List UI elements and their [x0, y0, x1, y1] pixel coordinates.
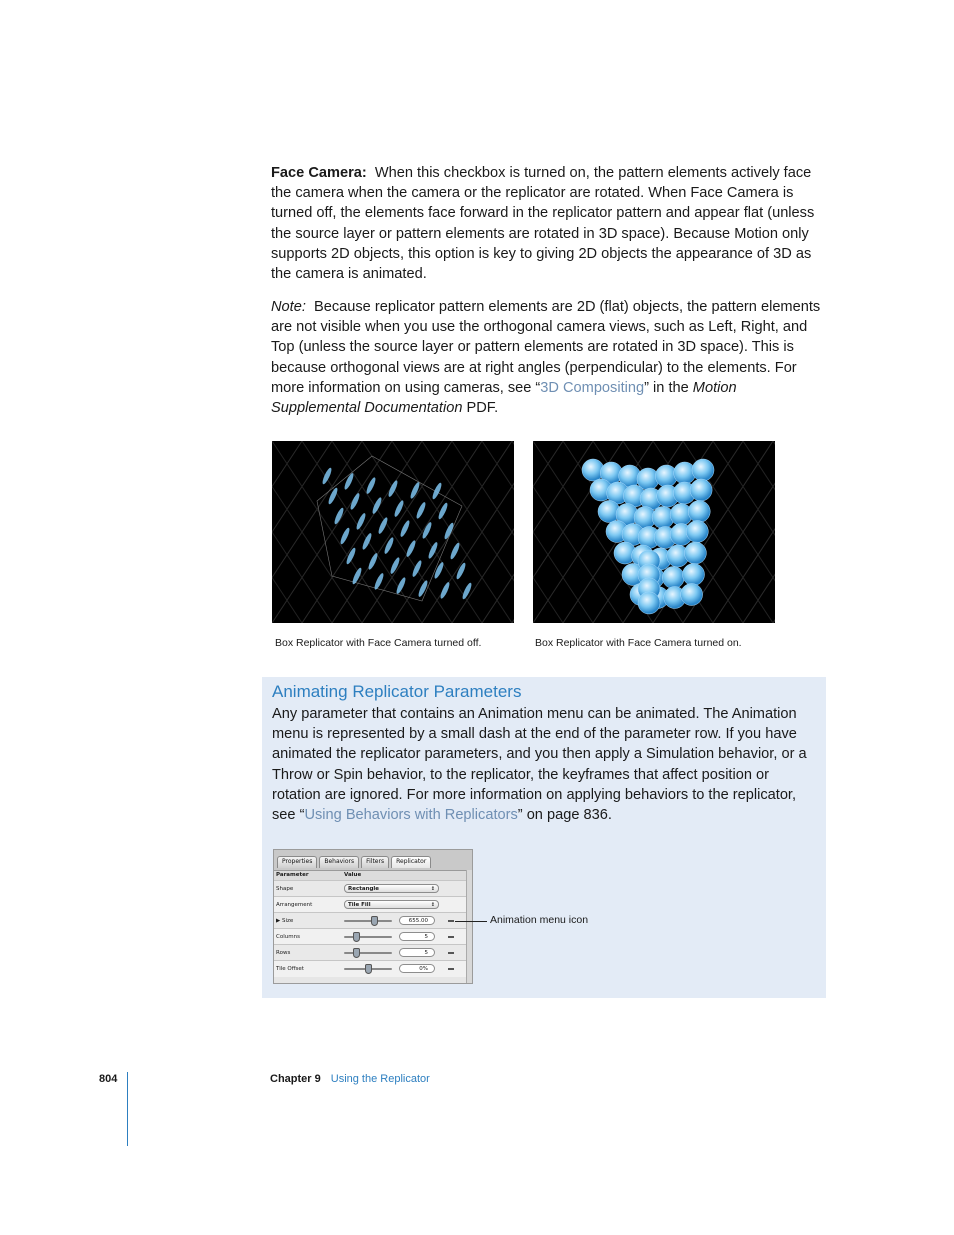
note-text: Because replicator pattern elements are 2D (flat) objects, the pattern elements are not visible when you use the orthogonal camera views, such as Left, Right, and Top (unless the source layer or pattern elements are rotated in 3D space). This is because orthogonal views are at right angles (perpendicular) to the elements. For more information on using cameras, see “ — [271, 299, 821, 396]
popup-value: Rectangle — [348, 886, 380, 892]
face-camera-text: When this checkbox is turned on, the pattern elements actively face the camera when the camera or the replicator are rotated. When Face Camera is turned off, the elements face forward in the replicator pattern and appear flat (unless the source layer or pattern elements are rotated in 3D space). Because Motion only supports 2D objects, this option is key to giving 2D objects the appearance of 3D as the camera is animated. — [271, 165, 815, 283]
note-text-mid: ” in the — [644, 379, 693, 396]
animation-menu-icon[interactable] — [448, 936, 454, 938]
param-row-arrangement — [274, 896, 466, 913]
chapter-title[interactable]: Using the Replicator — [330, 1073, 430, 1085]
figure-face-camera-on — [533, 441, 775, 623]
face-camera-paragraph — [271, 163, 827, 284]
grid-line — [482, 441, 514, 623]
note-text-end: PDF. — [462, 400, 499, 417]
grid-line — [272, 441, 302, 623]
caption-right: Box Replicator with Face Camera turned on. — [535, 637, 742, 649]
replicator-element — [399, 519, 411, 537]
replicator-element — [431, 482, 443, 500]
grid-header — [274, 871, 466, 880]
doc-title: Motion Supplemental Documentation — [271, 379, 737, 417]
popup-arrow-icon: ↕ — [430, 886, 435, 892]
param-row-shape — [274, 880, 466, 897]
replicator-element — [327, 487, 339, 505]
replicator-sphere — [684, 542, 706, 564]
param-name: Shape — [276, 886, 294, 892]
replicator-render-off — [272, 441, 514, 623]
popup-arrow-icon: ↕ — [430, 902, 435, 908]
tab-behaviors[interactable]: Behaviors — [319, 856, 359, 868]
grid-line — [482, 441, 514, 623]
param-row-size — [274, 912, 466, 929]
param-value-field[interactable]: 655.00 — [399, 916, 435, 925]
chapter-label: Chapter 9 — [270, 1073, 321, 1085]
replicator-sphere — [683, 564, 705, 586]
replicator-element — [367, 552, 379, 570]
replicator-element — [371, 496, 383, 514]
footer-rule — [127, 1072, 128, 1146]
replicator-element — [449, 542, 461, 560]
param-slider[interactable] — [344, 936, 392, 938]
replicator-element — [427, 541, 439, 559]
tab-replicator[interactable]: Replicator — [391, 856, 431, 868]
grid-line — [452, 441, 514, 623]
footer-chapter — [270, 1073, 430, 1085]
grid-line — [452, 441, 514, 623]
param-slider[interactable] — [344, 952, 392, 954]
header-parameter: Parameter — [276, 872, 309, 878]
param-popup[interactable] — [344, 900, 439, 909]
grid-line — [743, 441, 775, 623]
param-value-field[interactable]: 5 — [399, 932, 435, 941]
replicator-element — [411, 559, 423, 577]
section-text-end: ” on page 836. — [517, 807, 612, 824]
animation-menu-icon[interactable] — [448, 920, 454, 922]
inspector-scrollbar[interactable] — [466, 870, 472, 983]
param-name: Rows — [276, 950, 291, 956]
caption-left: Box Replicator with Face Camera turned off. — [275, 637, 482, 649]
grid-line — [533, 441, 563, 623]
header-value: Value — [344, 872, 362, 878]
param-name: Tile Offset — [276, 966, 304, 972]
popup-value: Tile Fill — [348, 902, 371, 908]
replicator-sphere — [638, 592, 660, 614]
param-value-field[interactable]: 0% — [399, 964, 435, 973]
tab-filters[interactable]: Filters — [361, 856, 389, 868]
param-row-columns — [274, 928, 466, 945]
replicator-element — [415, 501, 427, 519]
section-title: Animating Replicator Parameters — [272, 682, 522, 701]
link-3d-compositing[interactable]: 3D Compositing — [540, 379, 645, 396]
replicator-sphere — [686, 521, 708, 543]
link-using-behaviors[interactable]: Using Behaviors with Replicators — [304, 807, 518, 824]
param-name: Columns — [276, 934, 300, 940]
param-slider[interactable] — [344, 968, 392, 970]
parameter-grid — [274, 870, 466, 984]
replicator-sphere — [662, 567, 684, 589]
replicator-element — [405, 539, 417, 557]
param-name: Arrangement — [276, 902, 313, 908]
param-popup[interactable] — [344, 884, 439, 893]
inspector-tabs — [277, 856, 433, 868]
animation-menu-icon[interactable] — [448, 968, 454, 970]
replicator-element — [321, 467, 333, 485]
grid-line — [272, 441, 302, 623]
replicator-sphere — [681, 584, 703, 606]
param-value-field[interactable]: 5 — [399, 948, 435, 957]
slider-thumb[interactable] — [353, 948, 360, 958]
grid-line — [533, 441, 563, 623]
param-slider[interactable] — [344, 920, 392, 922]
animation-menu-icon[interactable] — [448, 952, 454, 954]
param-row-rows — [274, 944, 466, 961]
note-label: Note: — [271, 299, 306, 315]
replicator-element — [349, 492, 361, 510]
param-row-tile-offset — [274, 960, 466, 977]
grid-line — [743, 441, 775, 623]
replicator-render-on — [533, 441, 775, 623]
section-text: Any parameter that contains an Animation menu can be animated. The Animation menu is represented by a small dash at the end of the parameter row. If you have animated the replicator parameters, and you then apply a Simulation behavior, or a Throw or Spin behavior, to the replicator, the keyframes that affect position or rotation are ignored. For more information on applying behaviors to the replicator, see “ — [272, 706, 807, 824]
replicator-element — [439, 581, 451, 599]
slider-thumb[interactable] — [365, 964, 372, 974]
face-camera-label: Face Camera: — [271, 165, 367, 181]
tab-properties[interactable]: Properties — [277, 856, 317, 868]
replicator-sphere — [692, 459, 714, 481]
replicator-element — [383, 536, 395, 554]
param-name: ▶ Size — [276, 918, 294, 924]
callout-line — [455, 921, 487, 922]
replicator-element — [339, 527, 351, 545]
slider-thumb[interactable] — [353, 932, 360, 942]
replicator-element — [461, 582, 473, 600]
replicator-inspector — [273, 849, 473, 984]
figure-face-camera-off — [272, 441, 514, 623]
note-paragraph — [271, 297, 827, 418]
page-number: 804 — [99, 1073, 118, 1085]
replicator-sphere — [688, 501, 710, 523]
callout-label: Animation menu icon — [490, 914, 589, 926]
replicator-element — [361, 532, 373, 550]
replicator-sphere — [690, 479, 712, 501]
grid-line — [713, 441, 775, 623]
grid-line — [713, 441, 775, 623]
slider-thumb[interactable] — [371, 916, 378, 926]
section-paragraph — [272, 704, 812, 825]
replicator-element — [373, 572, 385, 590]
replicator-element — [333, 507, 345, 525]
